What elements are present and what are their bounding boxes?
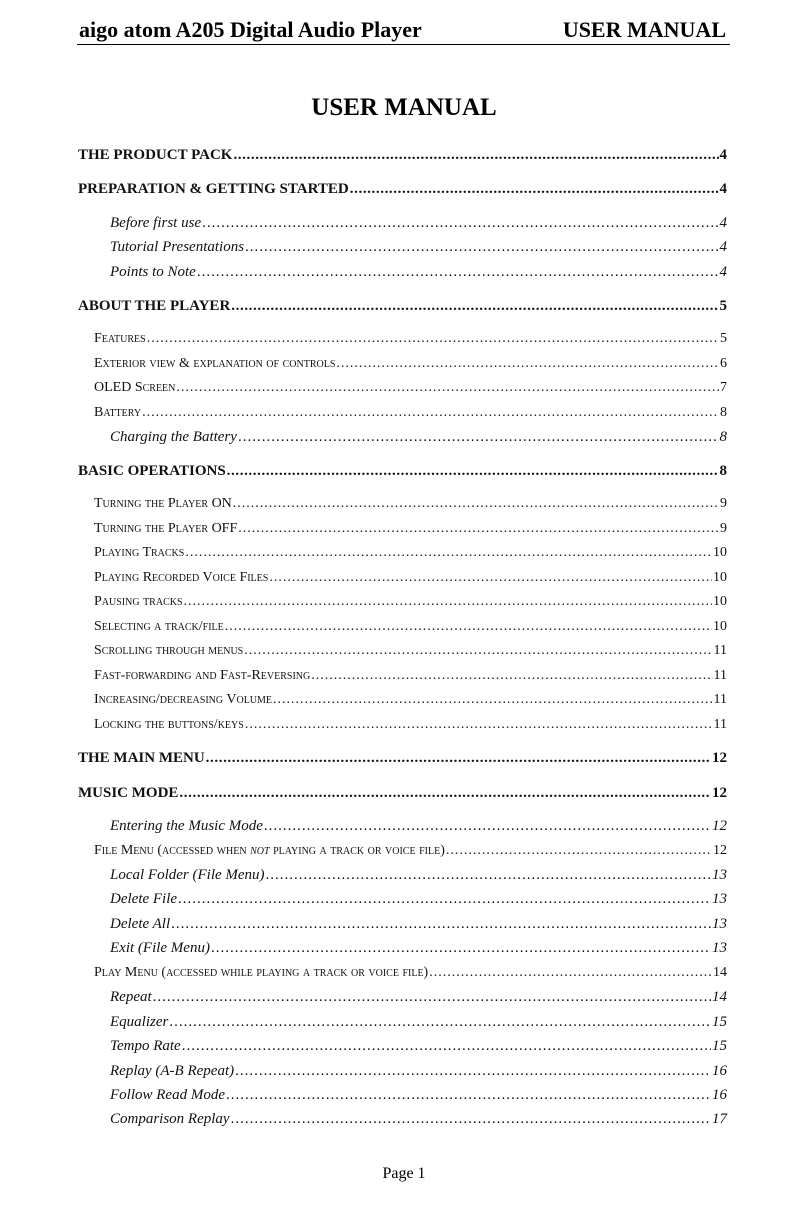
toc-page-number: 11 — [713, 668, 727, 683]
toc-entry-title: THE MAIN MENU — [78, 750, 205, 766]
toc-entry-exterior-view[interactable] — [94, 354, 727, 374]
toc-entry-title: Delete File — [110, 891, 178, 907]
toc-entry-title: Follow Read Mode — [110, 1087, 225, 1103]
toc-page-number: 4 — [719, 264, 727, 280]
toc-entry-file-menu[interactable] — [94, 841, 727, 861]
toc-entry-fast-forwarding[interactable] — [94, 666, 727, 686]
toc-entry-title: Fast-forwarding and Fast-Reversing — [94, 668, 311, 683]
document-title: USER MANUAL — [311, 94, 497, 121]
toc-entry-about-the-player[interactable] — [78, 296, 727, 316]
dot-leader — [235, 1061, 711, 1081]
dot-leader — [238, 427, 719, 447]
toc-entry-main-menu[interactable] — [78, 748, 727, 768]
toc-page-number: 4 — [719, 181, 727, 197]
toc-page-number: 4 — [719, 239, 727, 255]
toc-entry-title: Increasing/decreasing Volume — [94, 692, 273, 707]
dot-leader — [176, 378, 719, 398]
toc-entry-local-folder[interactable] — [110, 865, 727, 885]
toc-entry-title: ABOUT THE PLAYER — [78, 298, 231, 314]
toc-page-number: 5 — [720, 331, 727, 346]
toc-entry-turning-on[interactable] — [94, 494, 727, 514]
toc-page-number: 13 — [712, 940, 727, 956]
toc-entry-features[interactable] — [94, 329, 727, 349]
toc-entry-title — [94, 841, 445, 861]
toc-entry-pausing-tracks[interactable] — [94, 592, 727, 612]
toc-page-number: 9 — [720, 496, 727, 511]
dot-leader — [227, 461, 719, 481]
toc-entry-tempo-rate[interactable] — [110, 1036, 727, 1056]
toc-entry-points-to-note[interactable] — [110, 262, 727, 282]
toc-entry-title: Before first use — [110, 215, 202, 231]
dot-leader — [179, 783, 711, 803]
toc-entry-equalizer[interactable] — [110, 1012, 727, 1032]
dot-leader — [182, 1036, 711, 1056]
toc-entry-title: Charging the Battery — [110, 429, 237, 445]
dot-leader — [211, 938, 711, 958]
toc-page-number: 8 — [720, 405, 727, 420]
page-header — [77, 16, 730, 45]
dot-leader — [169, 1012, 711, 1032]
toc-page-number: 11 — [713, 643, 727, 658]
toc-entry-title: Delete All — [110, 916, 171, 932]
toc-entry-tutorial-presentations[interactable] — [110, 237, 727, 257]
toc-entry-charging-the-battery[interactable] — [110, 427, 727, 447]
toc-page-number: 4 — [719, 215, 727, 231]
toc-page-number: 6 — [720, 356, 727, 371]
header-product-name: aigo atom A205 Digital Audio Player — [79, 17, 422, 42]
toc-page-number: 10 — [713, 619, 727, 634]
toc-entry-title: MUSIC MODE — [78, 785, 179, 801]
dot-leader — [446, 841, 712, 861]
toc-entry-volume[interactable] — [94, 690, 727, 710]
toc-entry-repeat[interactable] — [110, 987, 727, 1007]
toc-entry-before-first-use[interactable] — [110, 213, 727, 233]
toc-page-number: 13 — [712, 916, 727, 932]
toc-entry-title: Features — [94, 331, 146, 346]
toc-page-number: 12 — [713, 843, 727, 858]
toc-page-number: 4 — [719, 147, 727, 163]
dot-leader — [226, 1085, 711, 1105]
toc-page-number: 10 — [713, 570, 727, 585]
toc-entry-title-part: File Menu (accessed when — [94, 843, 251, 858]
dot-leader — [178, 889, 711, 909]
toc-page-number: 7 — [720, 380, 727, 395]
dot-leader — [311, 666, 712, 686]
toc-entry-title: Playing Tracks — [94, 545, 185, 560]
dot-leader — [264, 816, 711, 836]
toc-entry-scrolling-through-menus[interactable] — [94, 641, 727, 661]
dot-leader — [429, 963, 712, 983]
toc-entry-title: Turning the Player ON — [94, 496, 232, 511]
toc-entry-title: Tempo Rate — [110, 1038, 181, 1054]
dot-leader — [238, 519, 719, 539]
toc-entry-title: Locking the buttons/keys — [94, 717, 244, 732]
toc-entry-selecting-a-track[interactable] — [94, 617, 727, 637]
dot-leader — [273, 690, 712, 710]
toc-entry-exit-file-menu[interactable] — [110, 938, 727, 958]
toc-page-number: 15 — [712, 1014, 727, 1030]
toc-entry-battery[interactable] — [94, 403, 727, 423]
toc-page-number: 11 — [713, 717, 727, 732]
dot-leader — [266, 865, 711, 885]
toc-entry-basic-operations[interactable] — [78, 461, 727, 481]
toc-entry-title: Tutorial Presentations — [110, 239, 245, 255]
toc-entry-title-emphasis: not — [250, 843, 270, 858]
dot-leader — [185, 543, 712, 563]
toc-entry-title-part: playing a track or voice file) — [269, 843, 445, 858]
dot-leader — [231, 296, 718, 316]
toc-page-number: 11 — [713, 692, 727, 707]
toc-page-number: 10 — [713, 545, 727, 560]
toc-entry-title: Play Menu (accessed while playing a track or voice file) — [94, 965, 429, 980]
toc-entry-title: BASIC OPERATIONS — [78, 463, 226, 479]
dot-leader — [184, 592, 712, 612]
dot-leader — [350, 179, 719, 199]
toc-entry-oled-screen[interactable] — [94, 378, 727, 398]
toc-entry-title: PREPARATION & GETTING STARTED — [78, 181, 349, 197]
toc-entry-comparison-replay[interactable] — [110, 1109, 727, 1129]
toc-entry-title: THE PRODUCT PACK — [78, 147, 233, 163]
toc-entry-title: Repeat — [110, 989, 152, 1005]
toc-entry-music-mode[interactable] — [78, 783, 727, 803]
dot-leader — [153, 987, 711, 1007]
toc-entry-turning-off[interactable] — [94, 519, 727, 539]
toc-entry-title: Replay (A-B Repeat) — [110, 1063, 235, 1079]
toc-page-number: 14 — [712, 989, 727, 1005]
toc-page-number: 12 — [712, 818, 727, 834]
dot-leader — [206, 748, 711, 768]
toc-entry-play-menu[interactable] — [94, 963, 727, 983]
toc-page-number: 12 — [712, 750, 727, 766]
toc-entry-entering-music-mode[interactable] — [110, 816, 727, 836]
toc-entry-title: OLED Screen — [94, 380, 176, 395]
toc-entry-replay-ab-repeat[interactable] — [110, 1061, 727, 1081]
toc-entry-preparation[interactable] — [78, 179, 727, 199]
toc-entry-playing-recorded-voice-files[interactable] — [94, 568, 727, 588]
toc-entry-title: Exterior view & explanation of controls — [94, 356, 336, 371]
dot-leader — [245, 715, 713, 735]
dot-leader — [225, 617, 712, 637]
toc-page-number: 5 — [719, 298, 727, 314]
dot-leader — [171, 914, 711, 934]
header-document-title: USER MANUAL — [562, 17, 726, 42]
toc-page-number: 8 — [719, 463, 727, 479]
dot-leader — [202, 213, 718, 233]
dot-leader — [269, 568, 712, 588]
toc-entry-title: Turning the Player OFF — [94, 521, 238, 536]
toc-entry-title: Comparison Replay — [110, 1111, 230, 1127]
toc-entry-title: Exit (File Menu) — [110, 940, 210, 956]
toc-entry-delete-all[interactable] — [110, 914, 727, 934]
toc-entry-delete-file[interactable] — [110, 889, 727, 909]
dot-leader — [245, 237, 718, 257]
toc-entry-title: Local Folder (File Menu) — [110, 867, 265, 883]
toc-entry-playing-tracks[interactable] — [94, 543, 727, 563]
toc-entry-follow-read-mode[interactable] — [110, 1085, 727, 1105]
toc-entry-locking-buttons[interactable] — [94, 715, 727, 735]
toc-page-number: 15 — [712, 1038, 727, 1054]
toc-entry-title: Points to Note — [110, 264, 196, 280]
dot-leader — [336, 354, 719, 374]
toc-entry-product-pack[interactable] — [78, 145, 727, 165]
toc-page-number: 14 — [713, 965, 727, 980]
toc-entry-title: Equalizer — [110, 1014, 169, 1030]
toc-page-number: 16 — [712, 1063, 727, 1079]
toc-page-number: 16 — [712, 1087, 727, 1103]
toc-page-number: 13 — [712, 867, 727, 883]
dot-leader — [244, 641, 712, 661]
toc-entry-title: Battery — [94, 405, 142, 420]
dot-leader — [142, 403, 719, 423]
toc-page-number: 10 — [713, 594, 727, 609]
dot-leader — [231, 1109, 711, 1129]
toc-entry-title: Selecting a track/file — [94, 619, 224, 634]
dot-leader — [197, 262, 719, 282]
toc-page-number: 13 — [712, 891, 727, 907]
toc-page-number: 8 — [719, 429, 727, 445]
page-footer: Page 1 — [382, 1165, 426, 1182]
dot-leader — [233, 145, 718, 165]
toc-page-number: 17 — [712, 1111, 727, 1127]
toc-page-number: 9 — [720, 521, 727, 536]
toc-entry-title: Pausing tracks — [94, 594, 183, 609]
toc-entry-title: Playing Recorded Voice Files — [94, 570, 269, 585]
toc-page-number: 12 — [712, 785, 727, 801]
dot-leader — [233, 494, 719, 514]
toc-entry-title: Scrolling through menus — [94, 643, 244, 658]
dot-leader — [147, 329, 719, 349]
toc-entry-title: Entering the Music Mode — [110, 818, 263, 834]
